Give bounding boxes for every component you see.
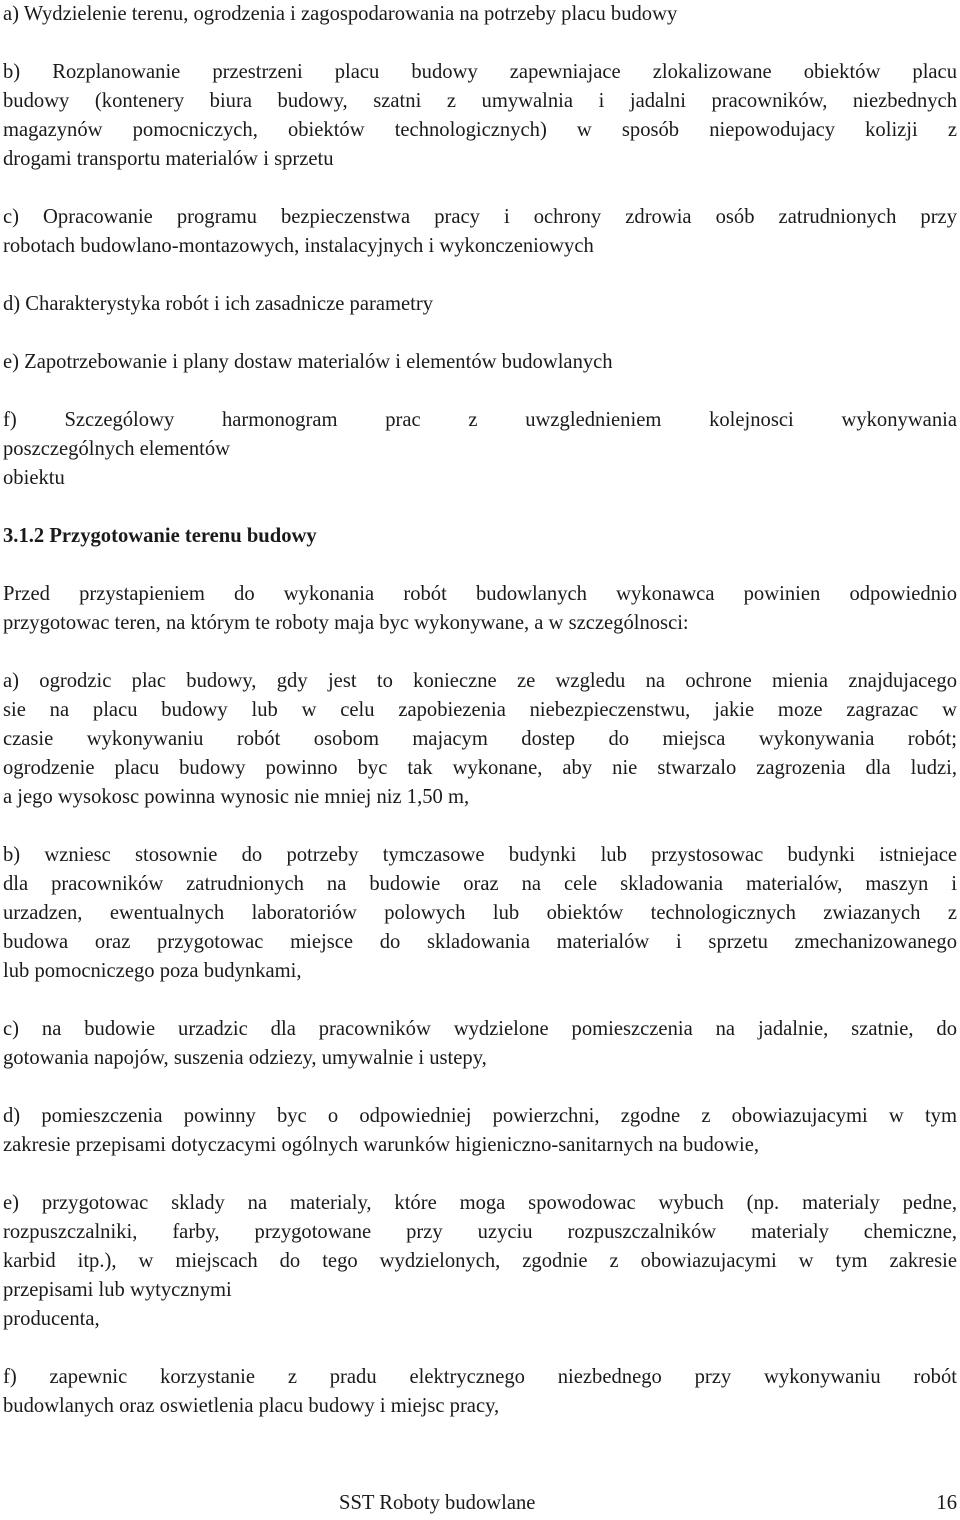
text-line: c) Opracowanie programu bezpieczenstwa pracy i ochrony zdrowia osób zatrudnionych przy xyxy=(3,206,957,228)
text-line: a) Wydzielenie terenu, ogrodzenia i zagospodarowania na potrzeby placu budowy xyxy=(3,3,678,25)
text-line: magazynów pomocniczych, obiektów technologicznych) w sposób niepowodujacy kolizji z xyxy=(3,119,957,141)
text-line: robotach budowlano-montazowych, instalacyjnych i wykonczeniowych xyxy=(3,235,594,257)
text-line: sie na placu budowy lub w celu zapobiezenia niebezpieczenstwu, jakie moze zagrazac w xyxy=(3,699,957,721)
paragraph-e-storage xyxy=(3,1189,957,1334)
document-page xyxy=(3,0,957,1520)
text-line: b) wzniesc stosownie do potrzeby tymczasowe budynki lub przystosowac budynki istniejace xyxy=(3,844,957,866)
text-line: budowa oraz przygotowac miejsce do skladowania materialów i sprzetu zmechanizowanego xyxy=(3,931,957,953)
text-line: a) ogrodzic plac budowy, gdy jest to konieczne ze wzgledu na ochrone mienia znajdujacego xyxy=(3,670,957,692)
paragraph-f-electricity xyxy=(3,1363,957,1421)
text-line: poszczególnych elementów xyxy=(3,438,231,460)
text-line: budowlanych oraz oswietlenia placu budowy i miejsc pracy, xyxy=(3,1395,500,1417)
text-line: a jego wysokosc powinna wynosic nie mniej niz 1,50 m, xyxy=(3,786,470,808)
text-line: czasie wykonywaniu robót osobom majacym dostep do miejsca wykonywania robót; xyxy=(3,728,957,750)
footer-title: SST Roboty budowlane xyxy=(339,1492,536,1514)
text-line: Przed przystapieniem do wykonania robót budowlanych wykonawca powinien odpowiednio xyxy=(3,583,957,605)
text-line: karbid itp.), w miejscach do tego wydzielonych, zgodnie z obowiazujacymi w tym zakresie xyxy=(3,1250,957,1272)
paragraph-b-temporary-buildings xyxy=(3,841,957,986)
text-line: d) pomieszczenia powinny byc o odpowiedniej powierzchni, zgodne z obowiazujacymi w tym xyxy=(3,1105,957,1127)
text-line: f) Szczególowy harmonogram prac z uwzglednieniem kolejnosci wykonywania xyxy=(3,409,957,431)
text-line: f) zapewnic korzystanie z pradu elektrycznego niezbednego przy wykonywaniu robót xyxy=(3,1366,957,1388)
footer-page-number: 16 xyxy=(936,1492,957,1514)
text-line: c) na budowie urzadzic dla pracowników wydzielone pomieszczenia na jadalnie, szatnie, do xyxy=(3,1018,957,1040)
text-line: rozpuszczalniki, farby, przygotowane przy uzyciu rozpuszczalników materialy chemiczne, xyxy=(3,1221,957,1243)
paragraph-intro xyxy=(3,580,957,638)
text-line: budowy (kontenery biura budowy, szatni z umywalnia i jadalni pracowników, niezbednych xyxy=(3,90,957,112)
text-line: gotowania napojów, suszenia odziezy, umywalnie i ustepy, xyxy=(3,1047,487,1069)
text-line: obiektu xyxy=(3,467,65,489)
paragraph-e-supply-plan xyxy=(3,348,957,377)
paragraph-d-room-requirements xyxy=(3,1102,957,1160)
text-line: b) Rozplanowanie przestrzeni placu budowy zapewniajace zlokalizowane obiektów placu xyxy=(3,61,957,83)
text-line: drogami transportu materialów i sprzetu xyxy=(3,148,334,170)
paragraph-c-safety-program xyxy=(3,203,957,261)
paragraph-b-site-layout xyxy=(3,58,957,174)
paragraph-c-worker-rooms xyxy=(3,1015,957,1073)
section-heading: 3.1.2 Przygotowanie terenu budowy xyxy=(3,525,317,547)
paragraph-a-fencing xyxy=(3,667,957,812)
text-line: dla pracowników zatrudnionych na budowie oraz na cele skladowania materialów, maszyn i xyxy=(3,873,957,895)
text-line: przepisami lub wytycznymi xyxy=(3,1279,232,1301)
paragraph-a-site-allocation xyxy=(3,0,957,29)
paragraph-f-schedule xyxy=(3,406,957,493)
text-line: urzadzen, ewentualnych laboratoriów polowych lub obiektów technologicznych zwiazanych z xyxy=(3,902,957,924)
text-line: producenta, xyxy=(3,1308,100,1330)
text-line: e) Zapotrzebowanie i plany dostaw materialów i elementów budowlanych xyxy=(3,351,613,373)
text-line: zakresie przepisami dotyczacymi ogólnych warunków higieniczno-sanitarnych na budowie, xyxy=(3,1134,759,1156)
text-line: e) przygotowac sklady na materialy, które moga spowodowac wybuch (np. materialy pedne, xyxy=(3,1192,957,1214)
paragraph-d-characteristics xyxy=(3,290,957,319)
text-line: d) Charakterystyka robót i ich zasadnicze parametry xyxy=(3,293,433,315)
text-line: ogrodzenie placu budowy powinno byc tak wykonane, aby nie stwarzalo zagrozenia dla ludzi, xyxy=(3,757,957,779)
text-line: przygotowac teren, na którym te roboty maja byc wykonywane, a w szczególnosci: xyxy=(3,612,689,634)
text-line: lub pomocniczego poza budynkami, xyxy=(3,960,302,982)
